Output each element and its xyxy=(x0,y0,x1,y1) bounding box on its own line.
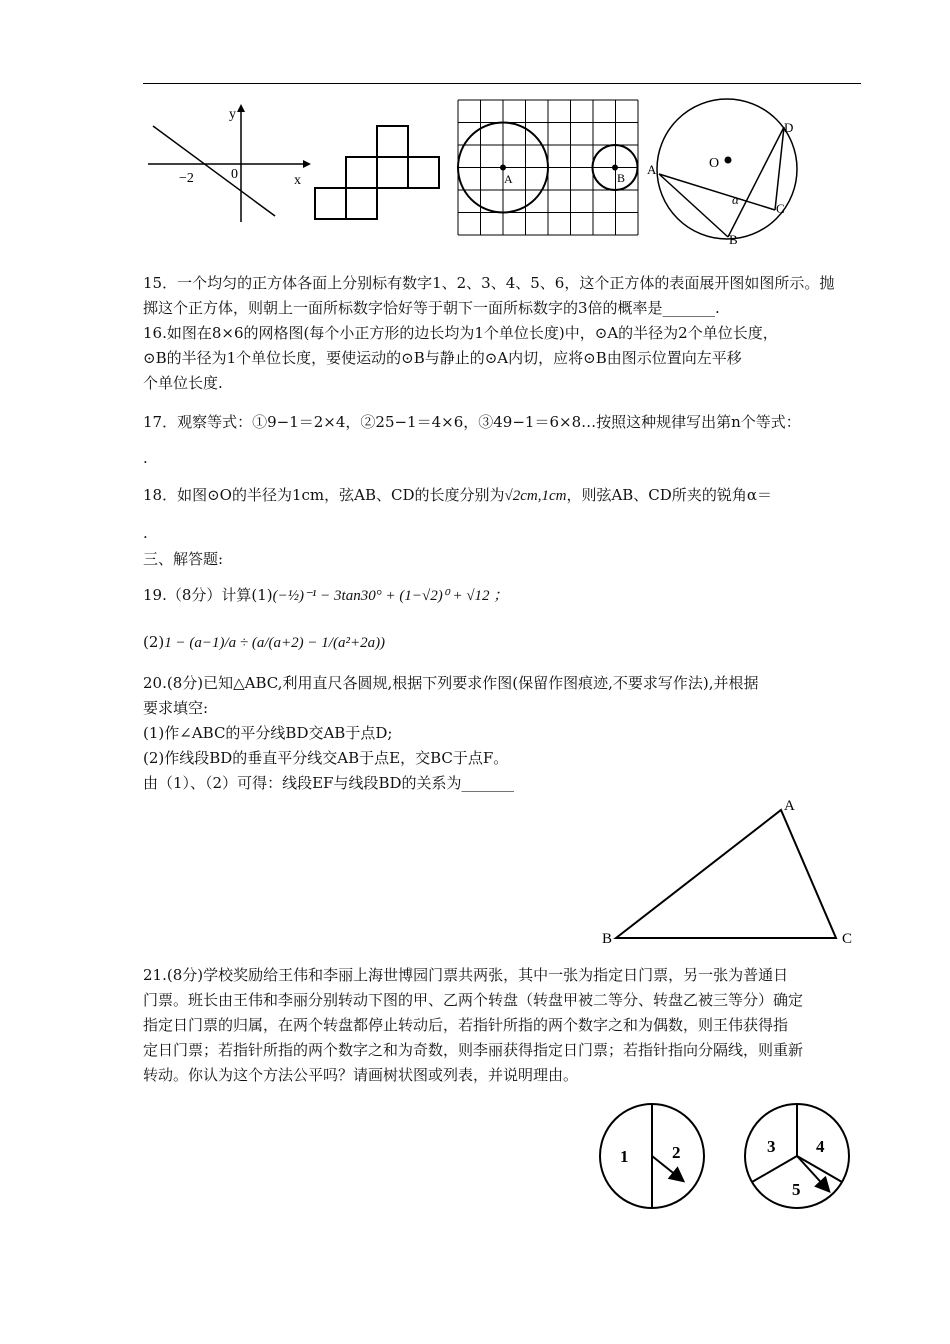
point-a-label: A xyxy=(504,172,513,186)
spinner-b-number-3: 3 xyxy=(767,1137,776,1156)
q19-part2 xyxy=(143,632,385,653)
x-intercept-label: −2 xyxy=(179,171,194,186)
q19-expression-2: 1 − (a−1)/a ÷ (a/(a+2) − 1/(a²+2a)) xyxy=(164,635,386,651)
q16-line1: 16.如图在8×6的网格图(每个小正方形的边长均为1个单位长度)中，⊙A的半径为2个单位长度， xyxy=(143,324,778,342)
q20-line5: 由（1）、（2）可得：线段EF与线段BD的关系为_______ xyxy=(143,774,514,792)
angle-alpha-label: α xyxy=(732,192,739,207)
x-axis-label: x xyxy=(294,173,301,188)
center-o-label: O xyxy=(709,156,720,171)
q16-line2: ⊙B的半径为1个单位长度，要使运动的⊙B与静止的⊙A内切，应将⊙B由图示位置向左平移 xyxy=(143,349,742,367)
spinner-a xyxy=(600,1104,704,1208)
circle-chords-figure xyxy=(645,97,800,247)
spinner-b xyxy=(745,1104,849,1208)
y-axis-label: y xyxy=(229,107,236,122)
triangle-vertex-a: A xyxy=(784,798,795,814)
spinner-b-number-4: 4 xyxy=(816,1137,825,1156)
point-c-label: C xyxy=(776,201,785,216)
q15-line2: 掷这个正方体，则朝上一面所标数字恰好等于朝下一面所标数字的3倍的概率是_______. xyxy=(143,299,720,317)
q19-part1 xyxy=(143,585,508,606)
q17-line1: 17．观察等式：①9−1＝2×4，②25−1＝4×6，③49−1＝6×8…按照这种规律写出第n个等式： xyxy=(143,413,801,431)
section-heading: 三、解答题: xyxy=(143,550,224,568)
q21-line3: 指定日门票的归属，在两个转盘都停止转动后，若指针所指的两个数字之和为偶数，则王伟获得指 xyxy=(143,1016,789,1034)
spinner-a-number-2: 2 xyxy=(672,1143,681,1162)
q18-radical: √2cm,1cm xyxy=(504,488,567,504)
origin-label: 0 xyxy=(231,167,238,182)
q19-prefix-2: (2) xyxy=(143,633,165,651)
triangle-vertex-b: B xyxy=(602,931,613,947)
q21-line1: 21.(8分)学校奖励给王伟和李丽上海世博园门票共两张，其中一张为指定日门票，另一张为普通日 xyxy=(143,966,789,984)
q20-line3: (1)作∠ABC的平分线BD交AB于点D; xyxy=(143,724,393,742)
q19-expression-1: (−½)⁻¹ − 3tan30° + (1−√2)⁰ + √12 ； xyxy=(272,588,509,604)
q21-line4: 定日门票；若指针所指的两个数字之和为奇数，则李丽获得指定日门票；若指针指向分隔线，则重新 xyxy=(143,1041,804,1059)
q20-line4: (2)作线段BD的垂直平分线交AB于点E，交BC于点F。 xyxy=(143,749,509,767)
spinner-b-number-5: 5 xyxy=(792,1180,801,1199)
q21-line2: 门票。班长由王伟和李丽分别转动下图的甲、乙两个转盘（转盘甲被二等分、转盘乙被三等分）确定 xyxy=(143,991,804,1009)
spinners-figure xyxy=(590,1100,860,1212)
header-rule xyxy=(143,83,861,84)
q18-line1 xyxy=(143,485,772,506)
triangle-abc-figure xyxy=(598,795,863,950)
q18-text-a: 18．如图⊙O的半径为1cm，弦AB、CD的长度分别为 xyxy=(143,486,505,504)
spinner-a-number-1: 1 xyxy=(620,1147,629,1166)
point-d-label: D xyxy=(784,120,794,135)
q18-line2: . xyxy=(143,524,148,542)
triangle-vertex-c: C xyxy=(842,931,853,947)
q15-line1: 15．一个均匀的正方体各面上分别标有数字1、2、3、4、5、6，这个正方体的表面展开图如图所示。抛 xyxy=(143,274,835,292)
point-a-label-2: A xyxy=(647,162,657,177)
q21-line5: 转动。你认为这个方法公平吗？请画树状图或列表，并说明理由。 xyxy=(143,1066,579,1084)
q20-line1: 20.(8分)已知△ABC,利用直尺各圆规,根据下列要求作图(保留作图痕迹,不要求写作法),并根据 xyxy=(143,674,759,692)
q20-line2: 要求填空: xyxy=(143,699,209,717)
point-b-label: B xyxy=(617,171,626,185)
grid-circles-figure xyxy=(455,97,641,237)
cube-net-figure xyxy=(312,124,442,222)
point-b-label-2: B xyxy=(729,232,738,247)
q19-prefix: 19.（8分）计算(1) xyxy=(143,586,273,604)
q17-line2: . xyxy=(143,449,148,467)
q18-text-c: ，则弦AB、CD所夹的锐角α＝ xyxy=(566,486,772,504)
q16-line3: 个单位长度. xyxy=(143,374,223,392)
coordinate-graph-figure xyxy=(143,100,313,230)
